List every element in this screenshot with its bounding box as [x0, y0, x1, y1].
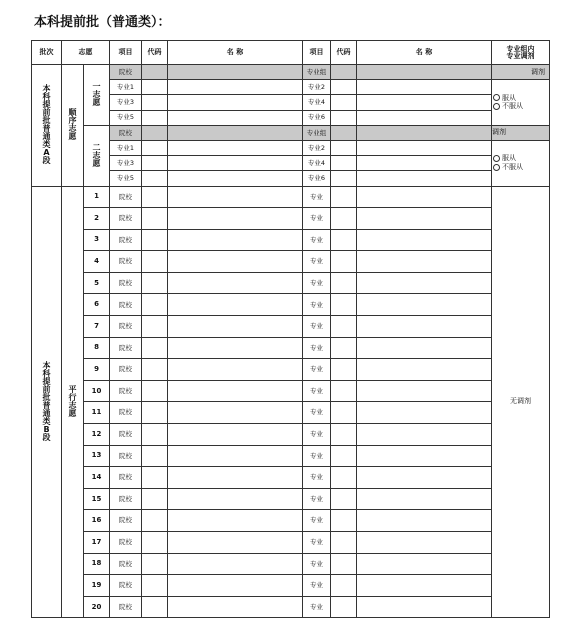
batch-b-char: 类 [42, 416, 51, 426]
major-label: 专业 [303, 510, 331, 532]
header-adjust [492, 41, 550, 65]
parallel-row [32, 575, 550, 597]
major-name-cell[interactable] [357, 424, 492, 446]
option-label: 不服从 [502, 102, 523, 111]
batch-a-char: 批 [42, 116, 51, 126]
major-label: 专业6 [303, 110, 331, 125]
parallel-char: 平 [68, 384, 77, 394]
college-code-cell[interactable] [142, 186, 168, 208]
college-label: 院校 [110, 65, 142, 80]
major-label: 专业1 [110, 80, 142, 95]
college-name-cell[interactable] [168, 445, 303, 467]
college-code-cell[interactable] [142, 125, 168, 140]
college-code-cell[interactable] [142, 337, 168, 359]
college-label: 院校 [110, 208, 142, 230]
aspiration-char: 一 [92, 81, 101, 91]
college-code-cell[interactable] [142, 316, 168, 338]
college-name-cell[interactable] [168, 294, 303, 316]
major-name-cell[interactable] [357, 140, 492, 155]
major-label: 专业4 [303, 156, 331, 171]
college-name-cell[interactable] [168, 316, 303, 338]
major-group-code-cell[interactable] [331, 125, 357, 140]
row-number: 1 [84, 186, 110, 208]
college-name-cell[interactable] [168, 125, 303, 140]
major-code-cell[interactable] [331, 488, 357, 510]
major-label: 专业 [303, 316, 331, 338]
batch-a-char: 通 [42, 132, 51, 142]
adjust-header-cell [492, 65, 550, 80]
option-label: 不服从 [502, 163, 523, 172]
college-name-cell[interactable] [168, 510, 303, 532]
major-code-cell[interactable] [331, 294, 357, 316]
college-label: 院校 [110, 467, 142, 489]
college-label: 院校 [110, 553, 142, 575]
batch-b-char: 批 [42, 392, 51, 402]
row-number: 15 [84, 488, 110, 510]
parallel-row [32, 532, 550, 554]
college-label: 院校 [110, 488, 142, 510]
major-code-cell[interactable] [142, 95, 168, 110]
parallel-char: 愿 [68, 408, 77, 418]
parallel-char: 行 [68, 392, 77, 402]
major-group-code-cell[interactable] [331, 65, 357, 80]
batch-a-char: 科 [42, 92, 51, 102]
major-code-cell[interactable] [142, 80, 168, 95]
major-name-cell[interactable] [357, 208, 492, 230]
batch-b-char: 普 [42, 400, 51, 410]
college-code-cell[interactable] [142, 424, 168, 446]
major-name-cell[interactable] [357, 294, 492, 316]
batch-b-label [32, 186, 62, 618]
application-form-table [31, 40, 550, 618]
header-code-2: 代码 [331, 41, 357, 65]
major-label: 专业 [303, 208, 331, 230]
header-adjust-line2: 专业调剂 [506, 51, 535, 60]
major-code-cell[interactable] [331, 229, 357, 251]
row-number: 5 [84, 272, 110, 294]
college-code-cell[interactable] [142, 251, 168, 273]
major-name-cell[interactable] [357, 488, 492, 510]
radio-icon[interactable] [493, 164, 500, 171]
college-label: 院校 [110, 125, 142, 140]
major-code-cell[interactable] [331, 553, 357, 575]
header-name: 名 称 [168, 41, 303, 65]
college-label: 院校 [110, 424, 142, 446]
college-code-cell[interactable] [142, 229, 168, 251]
row-number: 2 [84, 208, 110, 230]
aspiration-2-label [84, 125, 110, 186]
adjust-header: 调剂 [531, 67, 545, 76]
row-number: 16 [84, 510, 110, 532]
college-label: 院校 [110, 445, 142, 467]
major-label: 专业 [303, 294, 331, 316]
major-code-cell[interactable] [331, 272, 357, 294]
sequential-row [32, 110, 550, 125]
parallel-row [32, 380, 550, 402]
major-name-cell[interactable] [357, 553, 492, 575]
batch-b-char: 科 [42, 368, 51, 378]
major-name-cell[interactable] [357, 337, 492, 359]
major-label: 专业 [303, 532, 331, 554]
major-code-cell[interactable] [331, 510, 357, 532]
college-label: 院校 [110, 316, 142, 338]
major-code-cell[interactable] [331, 575, 357, 597]
no-adjust-label: 无调剂 [492, 186, 550, 618]
college-name-cell[interactable] [168, 467, 303, 489]
major-label: 专业 [303, 380, 331, 402]
row-number: 7 [84, 316, 110, 338]
college-label: 院校 [110, 402, 142, 424]
major-label: 专业2 [303, 80, 331, 95]
row-number: 14 [84, 467, 110, 489]
major-label: 专业2 [303, 140, 331, 155]
major-name-cell[interactable] [357, 596, 492, 618]
batch-b-char: 前 [42, 384, 51, 394]
major-code-cell[interactable] [331, 80, 357, 95]
aspiration-char: 愿 [92, 97, 101, 107]
order-char: 序 [68, 116, 77, 126]
header-aspiration: 志愿 [62, 41, 110, 65]
major-label: 专业5 [110, 110, 142, 125]
adjust-options [492, 140, 550, 186]
row-number: 4 [84, 251, 110, 273]
option-label: 服从 [502, 93, 516, 102]
college-label: 院校 [110, 380, 142, 402]
parallel-row [32, 229, 550, 251]
batch-a-label [32, 65, 62, 187]
parallel-row [32, 553, 550, 575]
college-label: 院校 [110, 532, 142, 554]
radio-icon[interactable] [493, 94, 500, 101]
batch-a-char: 前 [42, 108, 51, 118]
college-name-cell[interactable] [168, 359, 303, 381]
sequential-row [32, 125, 550, 140]
college-label: 院校 [110, 359, 142, 381]
major-name-cell[interactable] [357, 171, 492, 186]
header-item: 项目 [110, 41, 142, 65]
major-label: 专业 [303, 445, 331, 467]
row-number: 12 [84, 424, 110, 446]
row-number: 8 [84, 337, 110, 359]
parallel-row [32, 208, 550, 230]
header-row [32, 41, 550, 65]
sequential-row [32, 171, 550, 186]
obey-option[interactable] [493, 154, 549, 163]
college-code-cell[interactable] [142, 208, 168, 230]
college-code-cell[interactable] [142, 272, 168, 294]
major-code-cell[interactable] [331, 467, 357, 489]
row-number: 20 [84, 596, 110, 618]
major-label: 专业 [303, 553, 331, 575]
major-code-cell[interactable] [331, 337, 357, 359]
sequential-row [32, 65, 550, 80]
major-name-cell[interactable] [168, 140, 303, 155]
order-char: 愿 [68, 132, 77, 142]
radio-icon[interactable] [493, 155, 500, 162]
section-a-body [32, 65, 550, 187]
radio-icon[interactable] [493, 103, 500, 110]
college-code-cell[interactable] [142, 65, 168, 80]
page-title: 本科提前批（普通类）： [34, 15, 171, 30]
row-number: 3 [84, 229, 110, 251]
major-code-cell[interactable] [142, 140, 168, 155]
major-label: 专业3 [110, 95, 142, 110]
college-label: 院校 [110, 186, 142, 208]
college-name-cell[interactable] [168, 575, 303, 597]
college-code-cell[interactable] [142, 510, 168, 532]
major-name-cell[interactable] [357, 272, 492, 294]
major-group-name-cell[interactable] [357, 65, 492, 80]
parallel-row [32, 294, 550, 316]
college-code-cell[interactable] [142, 402, 168, 424]
major-name-cell[interactable] [357, 110, 492, 125]
aspiration-char: 志 [92, 150, 101, 160]
row-number: 19 [84, 575, 110, 597]
major-name-cell[interactable] [357, 467, 492, 489]
sequential-row [32, 80, 550, 95]
college-name-cell[interactable] [168, 229, 303, 251]
major-code-cell[interactable] [142, 171, 168, 186]
row-number: 6 [84, 294, 110, 316]
major-label: 专业5 [110, 171, 142, 186]
aspiration-1-label [84, 65, 110, 126]
parallel-row [32, 359, 550, 381]
major-label: 专业 [303, 488, 331, 510]
adjust-options [492, 80, 550, 126]
row-number: 9 [84, 359, 110, 381]
major-label: 专业 [303, 402, 331, 424]
major-code-cell[interactable] [331, 359, 357, 381]
college-name-cell[interactable] [168, 251, 303, 273]
major-code-cell[interactable] [331, 110, 357, 125]
batch-a-char: 类 [42, 140, 51, 150]
major-name-cell[interactable] [357, 316, 492, 338]
aspiration-char: 愿 [92, 158, 101, 168]
major-name-cell[interactable] [168, 156, 303, 171]
college-name-cell[interactable] [168, 186, 303, 208]
major-group-name-cell[interactable] [357, 125, 492, 140]
major-name-cell[interactable] [357, 445, 492, 467]
college-code-cell[interactable] [142, 294, 168, 316]
major-label: 专业 [303, 596, 331, 618]
major-code-cell[interactable] [331, 140, 357, 155]
major-name-cell[interactable] [357, 186, 492, 208]
parallel-row [32, 316, 550, 338]
major-label: 专业3 [110, 156, 142, 171]
major-name-cell[interactable] [357, 80, 492, 95]
major-name-cell[interactable] [168, 95, 303, 110]
major-label: 专业 [303, 337, 331, 359]
major-label: 专业 [303, 251, 331, 273]
section-b-body [32, 186, 550, 618]
major-code-cell[interactable] [331, 186, 357, 208]
college-name-cell[interactable] [168, 424, 303, 446]
parallel-row [32, 488, 550, 510]
batch-b-char: 本 [42, 360, 51, 370]
college-label: 院校 [110, 596, 142, 618]
major-name-cell[interactable] [357, 532, 492, 554]
college-name-cell[interactable] [168, 208, 303, 230]
major-label: 专业1 [110, 140, 142, 155]
college-code-cell[interactable] [142, 575, 168, 597]
parallel-row [32, 272, 550, 294]
major-label: 专业 [303, 424, 331, 446]
major-code-cell[interactable] [331, 402, 357, 424]
major-name-cell[interactable] [168, 80, 303, 95]
header-name-2: 名 称 [357, 41, 492, 65]
major-code-cell[interactable] [331, 208, 357, 230]
parallel-row [32, 251, 550, 273]
major-code-cell[interactable] [142, 156, 168, 171]
adjust-header-cell [492, 125, 550, 140]
college-code-cell[interactable] [142, 488, 168, 510]
header-code: 代码 [142, 41, 168, 65]
major-code-cell[interactable] [331, 316, 357, 338]
aspiration-char: 二 [92, 142, 101, 152]
parallel-row [32, 337, 550, 359]
major-code-cell[interactable] [331, 380, 357, 402]
major-code-cell[interactable] [142, 110, 168, 125]
college-label: 院校 [110, 575, 142, 597]
major-group-label: 专业组 [303, 125, 331, 140]
parallel-row [32, 510, 550, 532]
major-name-cell[interactable] [357, 359, 492, 381]
major-label: 专业 [303, 467, 331, 489]
college-code-cell[interactable] [142, 532, 168, 554]
college-name-cell[interactable] [168, 488, 303, 510]
parallel-char: 志 [68, 400, 77, 410]
parallel-row [32, 424, 550, 446]
order-char: 顺 [68, 108, 77, 118]
parallel-aspiration-label [62, 186, 84, 618]
college-code-cell[interactable] [142, 467, 168, 489]
college-label: 院校 [110, 229, 142, 251]
order-aspiration-label [62, 65, 84, 187]
parallel-row [32, 186, 550, 208]
parallel-row [32, 596, 550, 618]
major-code-cell[interactable] [331, 95, 357, 110]
header-adjust-line1: 专业组内 [506, 44, 535, 53]
major-name-cell[interactable] [168, 171, 303, 186]
college-name-cell[interactable] [168, 65, 303, 80]
batch-b-char: B [43, 424, 50, 434]
college-name-cell[interactable] [168, 532, 303, 554]
college-name-cell[interactable] [168, 402, 303, 424]
college-label: 院校 [110, 251, 142, 273]
header-batch: 批次 [32, 41, 62, 65]
major-code-cell[interactable] [331, 424, 357, 446]
major-name-cell[interactable] [357, 156, 492, 171]
major-name-cell[interactable] [357, 402, 492, 424]
major-label: 专业4 [303, 95, 331, 110]
sequential-row [32, 140, 550, 155]
major-name-cell[interactable] [357, 95, 492, 110]
college-name-cell[interactable] [168, 380, 303, 402]
major-code-cell[interactable] [331, 596, 357, 618]
header-item-2: 项目 [303, 41, 331, 65]
parallel-row [32, 467, 550, 489]
college-code-cell[interactable] [142, 445, 168, 467]
batch-b-char: 通 [42, 408, 51, 418]
college-name-cell[interactable] [168, 553, 303, 575]
major-label: 专业 [303, 359, 331, 381]
not-obey-option[interactable] [493, 163, 549, 172]
parallel-row [32, 402, 550, 424]
college-name-cell[interactable] [168, 596, 303, 618]
major-name-cell[interactable] [357, 229, 492, 251]
college-label: 院校 [110, 272, 142, 294]
aspiration-char: 志 [92, 89, 101, 99]
batch-a-char: 段 [42, 156, 51, 166]
batch-b-char: 提 [42, 376, 51, 386]
major-code-cell[interactable] [331, 445, 357, 467]
parallel-row [32, 445, 550, 467]
batch-b-char: 段 [42, 432, 51, 442]
major-name-cell[interactable] [168, 110, 303, 125]
college-code-cell[interactable] [142, 596, 168, 618]
major-name-cell[interactable] [357, 575, 492, 597]
college-name-cell[interactable] [168, 337, 303, 359]
major-group-label: 专业组 [303, 65, 331, 80]
row-number: 17 [84, 532, 110, 554]
batch-a-char: 普 [42, 124, 51, 134]
major-code-cell[interactable] [331, 171, 357, 186]
major-name-cell[interactable] [357, 251, 492, 273]
major-code-cell[interactable] [331, 532, 357, 554]
batch-a-char: 提 [42, 100, 51, 110]
college-code-cell[interactable] [142, 553, 168, 575]
college-label: 院校 [110, 510, 142, 532]
major-name-cell[interactable] [357, 510, 492, 532]
not-obey-option[interactable] [493, 102, 549, 111]
row-number: 13 [84, 445, 110, 467]
order-char: 志 [68, 124, 77, 134]
option-label: 服从 [502, 154, 516, 163]
row-number: 10 [84, 380, 110, 402]
row-number: 18 [84, 553, 110, 575]
row-number: 11 [84, 402, 110, 424]
major-label: 专业6 [303, 171, 331, 186]
major-name-cell[interactable] [357, 380, 492, 402]
sequential-row [32, 156, 550, 171]
major-label: 专业 [303, 272, 331, 294]
major-code-cell[interactable] [331, 251, 357, 273]
batch-a-char: 本 [42, 84, 51, 94]
major-label: 专业 [303, 229, 331, 251]
college-name-cell[interactable] [168, 272, 303, 294]
college-label: 院校 [110, 337, 142, 359]
college-code-cell[interactable] [142, 359, 168, 381]
major-label: 专业 [303, 186, 331, 208]
college-code-cell[interactable] [142, 380, 168, 402]
college-label: 院校 [110, 294, 142, 316]
adjust-header: 调剂 [492, 128, 506, 137]
sequential-row [32, 95, 550, 110]
major-code-cell[interactable] [331, 156, 357, 171]
major-label: 专业 [303, 575, 331, 597]
batch-a-char: A [43, 148, 50, 158]
